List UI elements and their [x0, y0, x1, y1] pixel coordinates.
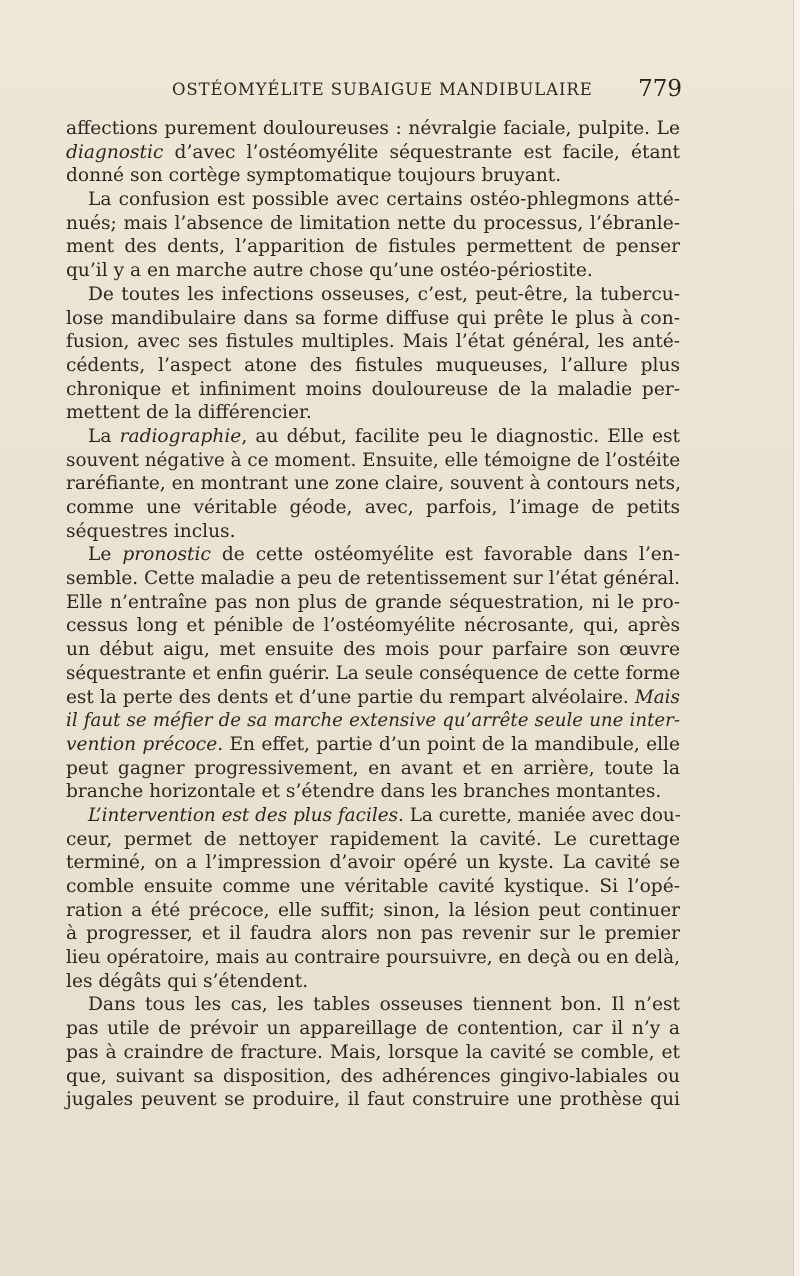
text-line [66, 1041, 680, 1065]
text-line [66, 1065, 680, 1089]
text-segment: De toutes les infections osseuses, c’est, peut-être, la tubercu- [88, 283, 680, 305]
text-segment: qu’il y a en marche autre chose qu’une ostéo-périostite. [66, 260, 593, 282]
text-segment: donné son cortège symptomatique toujours bruyant. [66, 165, 562, 187]
italic-text: pronostic [122, 544, 211, 566]
text-line [88, 188, 680, 212]
text-segment: jugales peuvent se produire, il faut construire une prothèse qui [66, 1089, 680, 1111]
text-segment: cessus long et pénible de l’ostéomyélite nécrosante, qui, après [66, 615, 680, 637]
text-line [66, 638, 680, 662]
text-segment: mettent de la différencier. [66, 402, 312, 424]
text-line [66, 757, 680, 781]
italic-text: radiographie [119, 425, 242, 447]
page-edge [793, 0, 800, 1276]
text-segment: La confusion est possible avec certains ostéo-phlegmons atté- [88, 189, 680, 211]
text-line [66, 330, 680, 354]
page-number: 779 [638, 76, 682, 102]
italic-text: il faut se méfier de sa marche extensive qu’arrête seule une inter- [66, 710, 680, 732]
text-line [66, 614, 680, 638]
text-line [66, 875, 680, 899]
text-line [66, 591, 680, 615]
text-segment: La curette, maniée avec dou- [403, 804, 681, 826]
text-segment: est la perte des dents et d’une partie du rempart alvéolaire. [66, 686, 635, 708]
text-segment: pas à craindre de fracture. Mais, lorsque la cavité se comble, et [66, 1041, 680, 1063]
text-segment: affections purement douloureuses : névralgie faciale, pulpite. Le [66, 118, 680, 139]
page-header [60, 76, 682, 104]
text-line [88, 425, 680, 449]
text-line [66, 733, 680, 757]
text-line [66, 686, 680, 710]
text-segment: à progresser, et il faudra alors non pas revenir sur le premier [66, 923, 680, 945]
text-segment: lose mandibulaire dans sa forme diffuse qui prête le plus à con- [66, 307, 680, 329]
text-segment: Elle n’entraîne pas non plus de grande séquestration, ni le pro- [66, 591, 680, 613]
running-head: OSTÉOMYÉLITE SUBAIGUE MANDIBULAIRE [172, 80, 593, 99]
text-segment: branche horizontale et s’étendre dans les branches montantes. [66, 781, 662, 803]
text-line [66, 117, 680, 141]
text-line [66, 922, 680, 946]
italic-text: vention précoce. [66, 733, 224, 755]
text-segment: Dans tous les cas, les tables osseuses tiennent bon. Il n’est [88, 994, 680, 1016]
text-segment: ceur, permet de nettoyer rapidement la cavité. Le curettage [66, 828, 680, 850]
text-line [66, 946, 680, 970]
text-segment: séquestres inclus. [66, 520, 236, 542]
text-line [66, 472, 680, 496]
text-segment: raréfiante, en montrant une zone claire, souvent à contours nets, [66, 473, 682, 495]
text-line [66, 259, 680, 283]
text-segment: d’avec l’ostéomyélite séquestrante est facile, étant [163, 141, 680, 163]
text-line [66, 780, 680, 804]
text-line [66, 354, 680, 378]
italic-text: Mais [634, 686, 680, 708]
text-segment: comme une véritable géode, avec, parfois, l’image de petits [66, 497, 680, 518]
text-segment: En effet, partie d’un point de la mandibule, elle [223, 733, 680, 755]
text-line [66, 164, 680, 188]
text-line [66, 899, 680, 923]
text-segment: peut gagner progressivement, en avant et en arrière, toute la [66, 757, 680, 779]
text-segment: , au début, facilite peu le diagnostic. Elle est [241, 425, 681, 447]
text-segment: La [88, 425, 120, 447]
text-segment: nués; mais l’absence de limitation nette du processus, l’ébranle- [66, 212, 680, 234]
text-line [66, 709, 680, 733]
text-segment: lieu opératoire, mais au contraire poursuivre, en deçà ou en delà, [66, 947, 680, 969]
text-line [66, 1088, 680, 1112]
text-line [66, 567, 680, 591]
text-line [88, 283, 680, 307]
text-segment: séquestrante et enfin guérir. La seule conséquence de cette forme [66, 662, 680, 684]
text-line [66, 401, 680, 425]
text-segment: les dégâts qui s’étendent. [66, 970, 309, 992]
text-line [66, 970, 680, 994]
text-line [66, 851, 680, 875]
text-line [66, 378, 680, 402]
text-segment: semble. Cette maladie a peu de retentissement sur l’état général. [66, 568, 680, 590]
text-line [66, 141, 680, 165]
text-line [88, 543, 680, 567]
text-line [66, 307, 680, 331]
text-segment: ration a été précoce, elle suffit; sinon, la lésion peut continuer [66, 899, 680, 921]
text-segment: terminé, on a l’impression d’avoir opéré un kyste. La cavité se [66, 852, 680, 874]
italic-text: L’intervention est des plus faciles. [88, 804, 404, 826]
text-segment: comble ensuite comme une véritable cavité kystique. Si l’opé- [66, 876, 680, 897]
text-line [66, 1017, 680, 1041]
text-segment: ment des dents, l’apparition de fistules permettent de penser [66, 236, 680, 258]
text-line [66, 662, 680, 686]
text-segment: Le [88, 544, 123, 566]
text-line [88, 804, 680, 828]
text-segment: de cette ostéomyélite est favorable dans l’en- [210, 544, 680, 566]
text-segment: que, suivant sa disposition, des adhérences gingivo-labiales ou [66, 1065, 680, 1087]
text-line [66, 520, 680, 544]
text-line [66, 828, 680, 852]
text-segment: souvent négative à ce moment. Ensuite, elle témoigne de l’ostéite [66, 449, 681, 471]
text-line [66, 212, 680, 236]
text-segment: un début aigu, met ensuite des mois pour parfaire son œuvre [66, 639, 680, 661]
text-line [66, 449, 680, 473]
body-text [66, 117, 680, 1112]
text-line [88, 993, 680, 1017]
text-line [66, 235, 680, 259]
text-segment: fusion, avec ses fistules multiples. Mais l’état général, les anté- [66, 331, 680, 353]
italic-text: diagnostic [66, 141, 164, 163]
text-segment: pas utile de prévoir un appareillage de contention, car il n’y a [66, 1018, 680, 1040]
text-segment: cédents, l’aspect atone des fistules muqueuses, l’allure plus [66, 354, 680, 376]
text-segment: chronique et infiniment moins douloureuse de la maladie per- [66, 378, 680, 400]
text-line [66, 496, 680, 520]
